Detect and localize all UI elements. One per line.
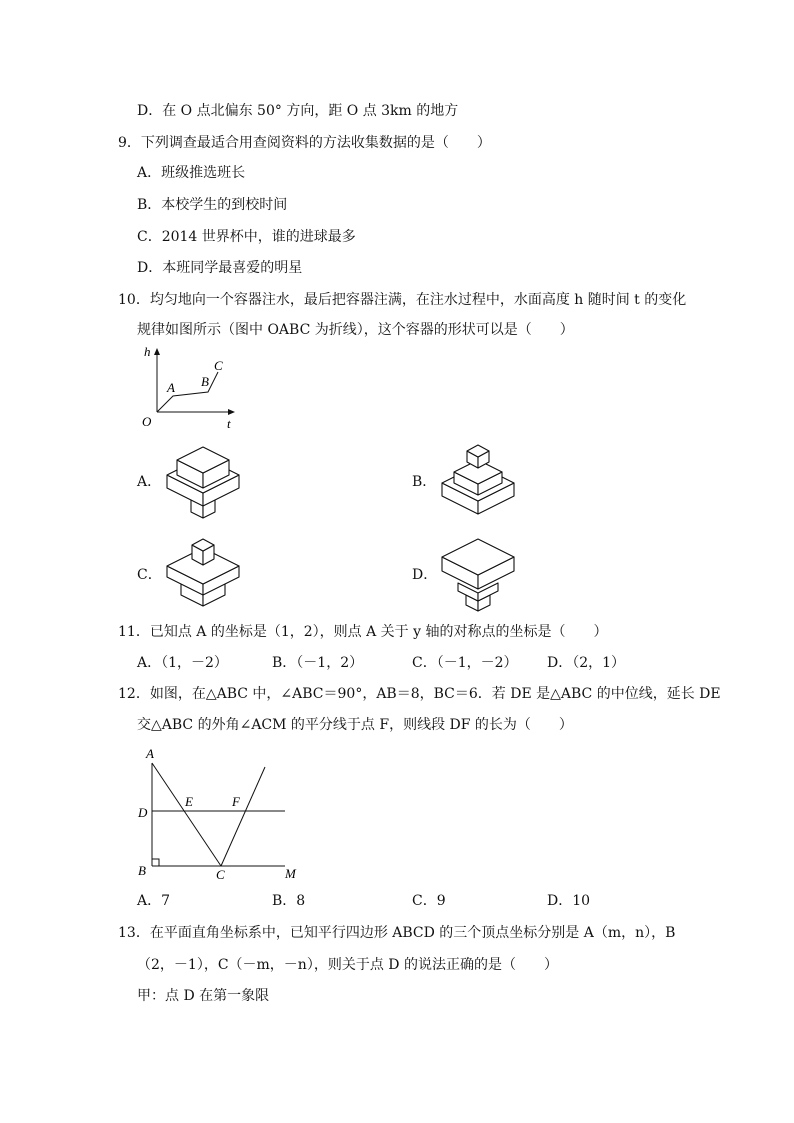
fig-label-e: E: [185, 794, 193, 809]
q11-option-a: A．（1，－2）: [137, 655, 228, 671]
q11-option-b: B．（－1，2）: [272, 655, 364, 671]
graph-label-a: A: [167, 380, 175, 395]
container-shape-a: [165, 438, 245, 520]
q13-statement-1: 甲：点 D 在第一象限: [137, 988, 270, 1004]
q10-water-level-graph: [135, 344, 245, 434]
q12-stem-line1: 12．如图，在△ABC 中，∠ABC＝90°，AB＝8，BC＝6．若 DE 是△ABC 的中位线，延长 DE: [118, 686, 721, 702]
graph-label-h: h: [144, 344, 151, 359]
q12-option-d: D．10: [547, 893, 591, 909]
q11-option-d: D．（2，1）: [547, 655, 626, 671]
q13-stem-line2: （2，－1），C（－m，－n），则关于点 D 的说法正确的是（ ）: [137, 957, 558, 973]
fig-label-a: A: [146, 746, 154, 761]
graph-label-b: B: [201, 374, 209, 389]
q11-option-c: C．（－1，－2）: [412, 655, 518, 671]
graph-label-o: O: [142, 414, 152, 429]
graph-label-c: C: [214, 358, 223, 373]
q9-option-b: B．本校学生的到校时间: [137, 197, 288, 213]
q12-stem-line2: 交△ABC 的外角∠ACM 的平分线于点 F，则线段 DF 的长为（ ）: [137, 717, 573, 733]
q9-option-a: A．班级推选班长: [137, 165, 246, 181]
fig-label-f: F: [232, 794, 240, 809]
q10-option-c: C．: [137, 567, 162, 583]
q12-option-b: B．8: [272, 893, 306, 909]
fig-label-m: M: [285, 866, 296, 881]
q12-option-c: C．9: [412, 893, 446, 909]
q9-option-d: D．本班同学最喜爱的明星: [137, 260, 303, 276]
q10-option-b: B．: [412, 474, 437, 490]
fig-label-c: C: [216, 867, 225, 882]
container-shape-c: [165, 533, 245, 615]
q9-stem: 9．下列调查最适合用查阅资料的方法收集数据的是（ ）: [118, 135, 491, 151]
container-shape-b: [440, 438, 520, 520]
q9-option-c: C．2014 世界杯中，谁的进球最多: [137, 229, 356, 245]
q10-option-a: A．: [137, 474, 162, 490]
q10-option-d: D．: [412, 567, 438, 583]
q12-option-a: A．7: [137, 893, 171, 909]
q13-stem-line1: 13．在平面直角坐标系中，已知平行四边形 ABCD 的三个顶点坐标分别是 A（m，n），B: [118, 925, 676, 941]
q8-option-d: D．在 O 点北偏东 50° 方向，距 O 点 3km 的地方: [137, 103, 459, 119]
q10-stem-line1: 10．均匀地向一个容器注水，最后把容器注满，在注水过程中，水面高度 h 随时间 t 的变化: [118, 292, 687, 308]
container-shape-d: [440, 533, 520, 615]
graph-label-t: t: [227, 416, 231, 431]
fig-label-d: D: [138, 805, 148, 820]
q12-triangle-figure: [135, 745, 310, 885]
q10-stem-line2: 规律如图所示（图中 OABC 为折线），这个容器的形状可以是（ ）: [137, 322, 574, 338]
fig-label-b: B: [138, 863, 146, 878]
q11-stem: 11．已知点 A 的坐标是（1，2），则点 A 关于 y 轴的对称点的坐标是（ ）: [118, 624, 608, 640]
